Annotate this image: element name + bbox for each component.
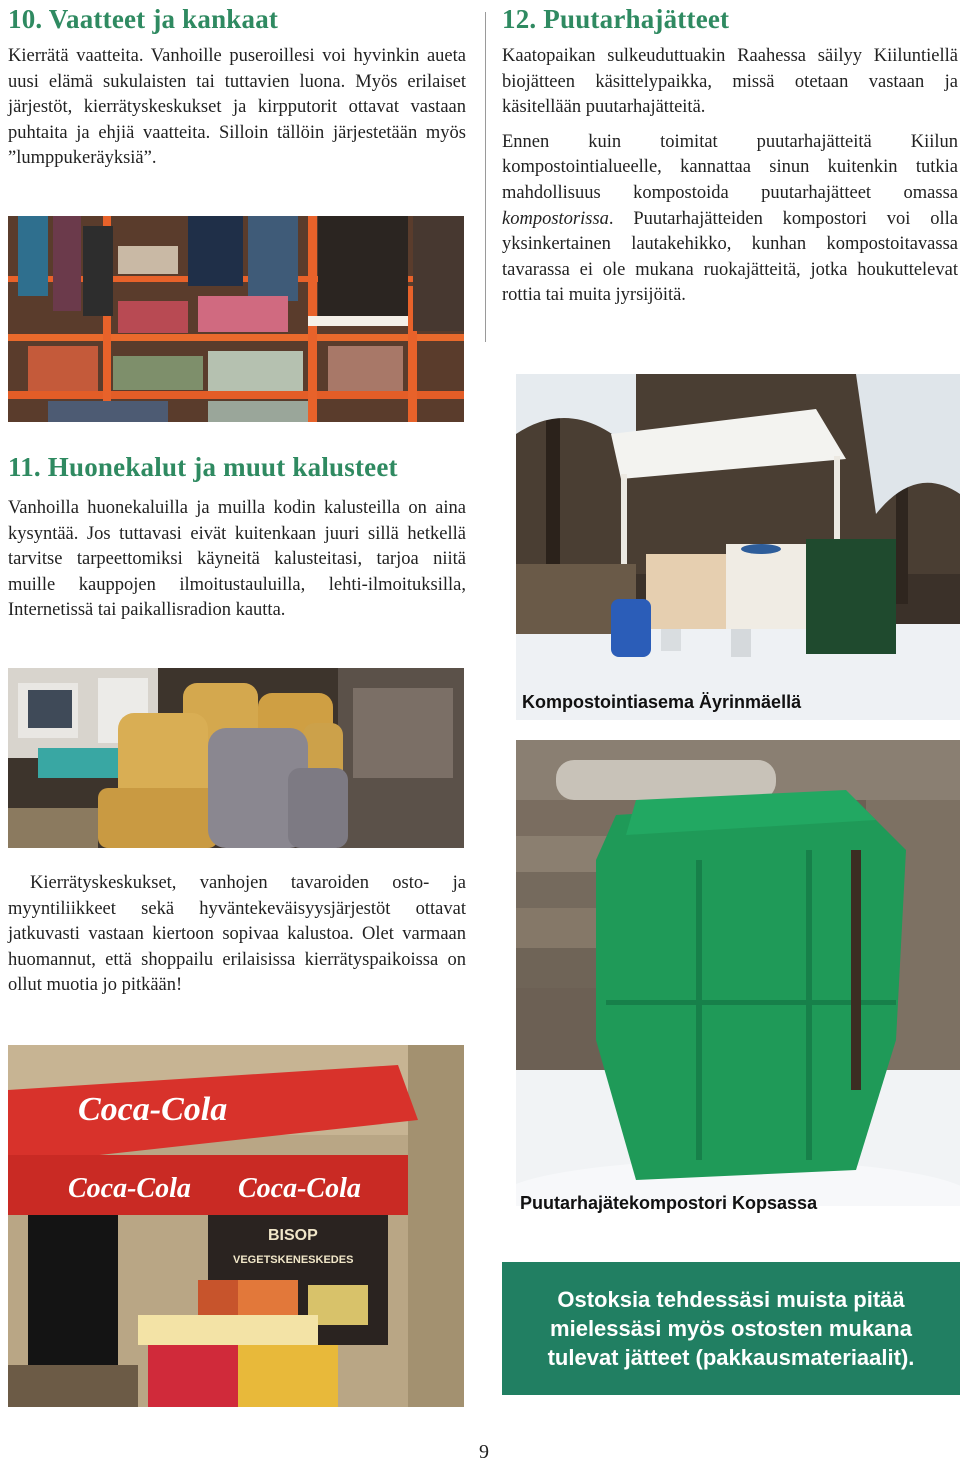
composting-station-caption: Kompostointiasema Äyrinmäellä [522,692,802,712]
section-11-paragraph-2: Kierrätyskeskukset, vanhojen tavaroiden osto- ja myyntiliikkeet sekä hyväntekeväisyysjärjestöt ottavat jatkuvasti vastaan kiertoon sopivaa kalustoa. Olet varmaan huomannut, että shoppailu erilaisissa kierrätyspaikoissa on ollut muotia jo pitkään! [8,873,466,996]
section-11-heading: 11. Huonekalut ja muut kalusteet [8,452,398,482]
awning-logo-right: Coca-Cola [238,1173,361,1204]
garden-composter-photo [516,740,960,1206]
section-12-heading: 12. Puutarhajätteet [502,4,730,34]
window-sign-2: VEGETSKENESKEDES [233,1254,354,1266]
window-sign-1: BISOP [268,1227,318,1244]
composter-term: kompostorissa [502,208,609,229]
shop-front-photo [8,1045,464,1407]
page-number: 9 [479,1441,489,1463]
section-11-paragraph: Vanhoilla huonekaluilla ja muilla kodin kalusteilla on aina kysyntää. Jos tuttavasi eivät kuitenkaan juuri sillä hetkellä tarvitse tarpeettomiksi käyneitä kalusteitasi, tarjoa niitä muille kauppojen ilmoitustauluilla, lehti-ilmoituksilla, Internetissä tai paikallisradion kautta. [8,498,466,621]
section-11-text-continued [8,871,466,1008]
section-12-paragraph-2-end: . Puutarhajätteiden kompostori voi olla yksinkertainen lautakehikko, kunhan kompostoitavassa tavarassa ei ole mukana ruokajätteitä, jotka houkuttelevat rottia tai muita jyrsijöitä. [502,208,958,306]
composting-station-photo [516,374,960,720]
section-11-text [8,496,466,633]
section-12-paragraph-2 [502,130,958,309]
section-10-paragraph: Kierrätä vaatteita. Vanhoille puseroillesi voi hyvinkin aueta uusi elämä sukulaisten tai tuttavien luona. Myös erilaiset järjestöt, kierrätyskeskukset ja kirpputorit ottavat vastaan puhtaita ja ehjiä vaatteita. Silloin tällöin järjestetään myös ”lumppukeräyksiä”. [8,46,466,169]
awning-logo-left: Coca-Cola [68,1173,191,1204]
section-12-paragraph-2-start: Ennen kuin toimitat puutarhajätteitä Kiilun kompostointialueelle, kannattaa sinun kuitenkin tutkia mahdollisuus kompostoida puutarhajätteet omassa [502,131,958,203]
section-12-paragraph-1: Kaatopaikan sulkeuduttuakin Raahessa säilyy Kiiluntiellä biojätteen käsittelypaikka, missä otetaan vastaan ja käsitellään puutarhajätteitä. [502,46,958,118]
column-divider [485,12,486,342]
packaging-reminder-box [502,1262,960,1395]
section-10-text [8,44,466,181]
section-12-text [502,44,958,318]
section-10-heading: 10. Vaatteet ja kankaat [8,4,279,34]
armchairs-photo [8,668,464,848]
awning-logo-top: Coca-Cola [78,1091,228,1128]
packaging-reminder-text: Ostoksia tehdessäsi muista pitää mielessäsi myös ostosten mukana tulevat jätteet (pakkausmateriaalit). [547,1287,915,1370]
garden-composter-caption: Puutarhajätekompostori Kopsassa [520,1193,818,1213]
clothes-shelf-photo [8,216,464,422]
